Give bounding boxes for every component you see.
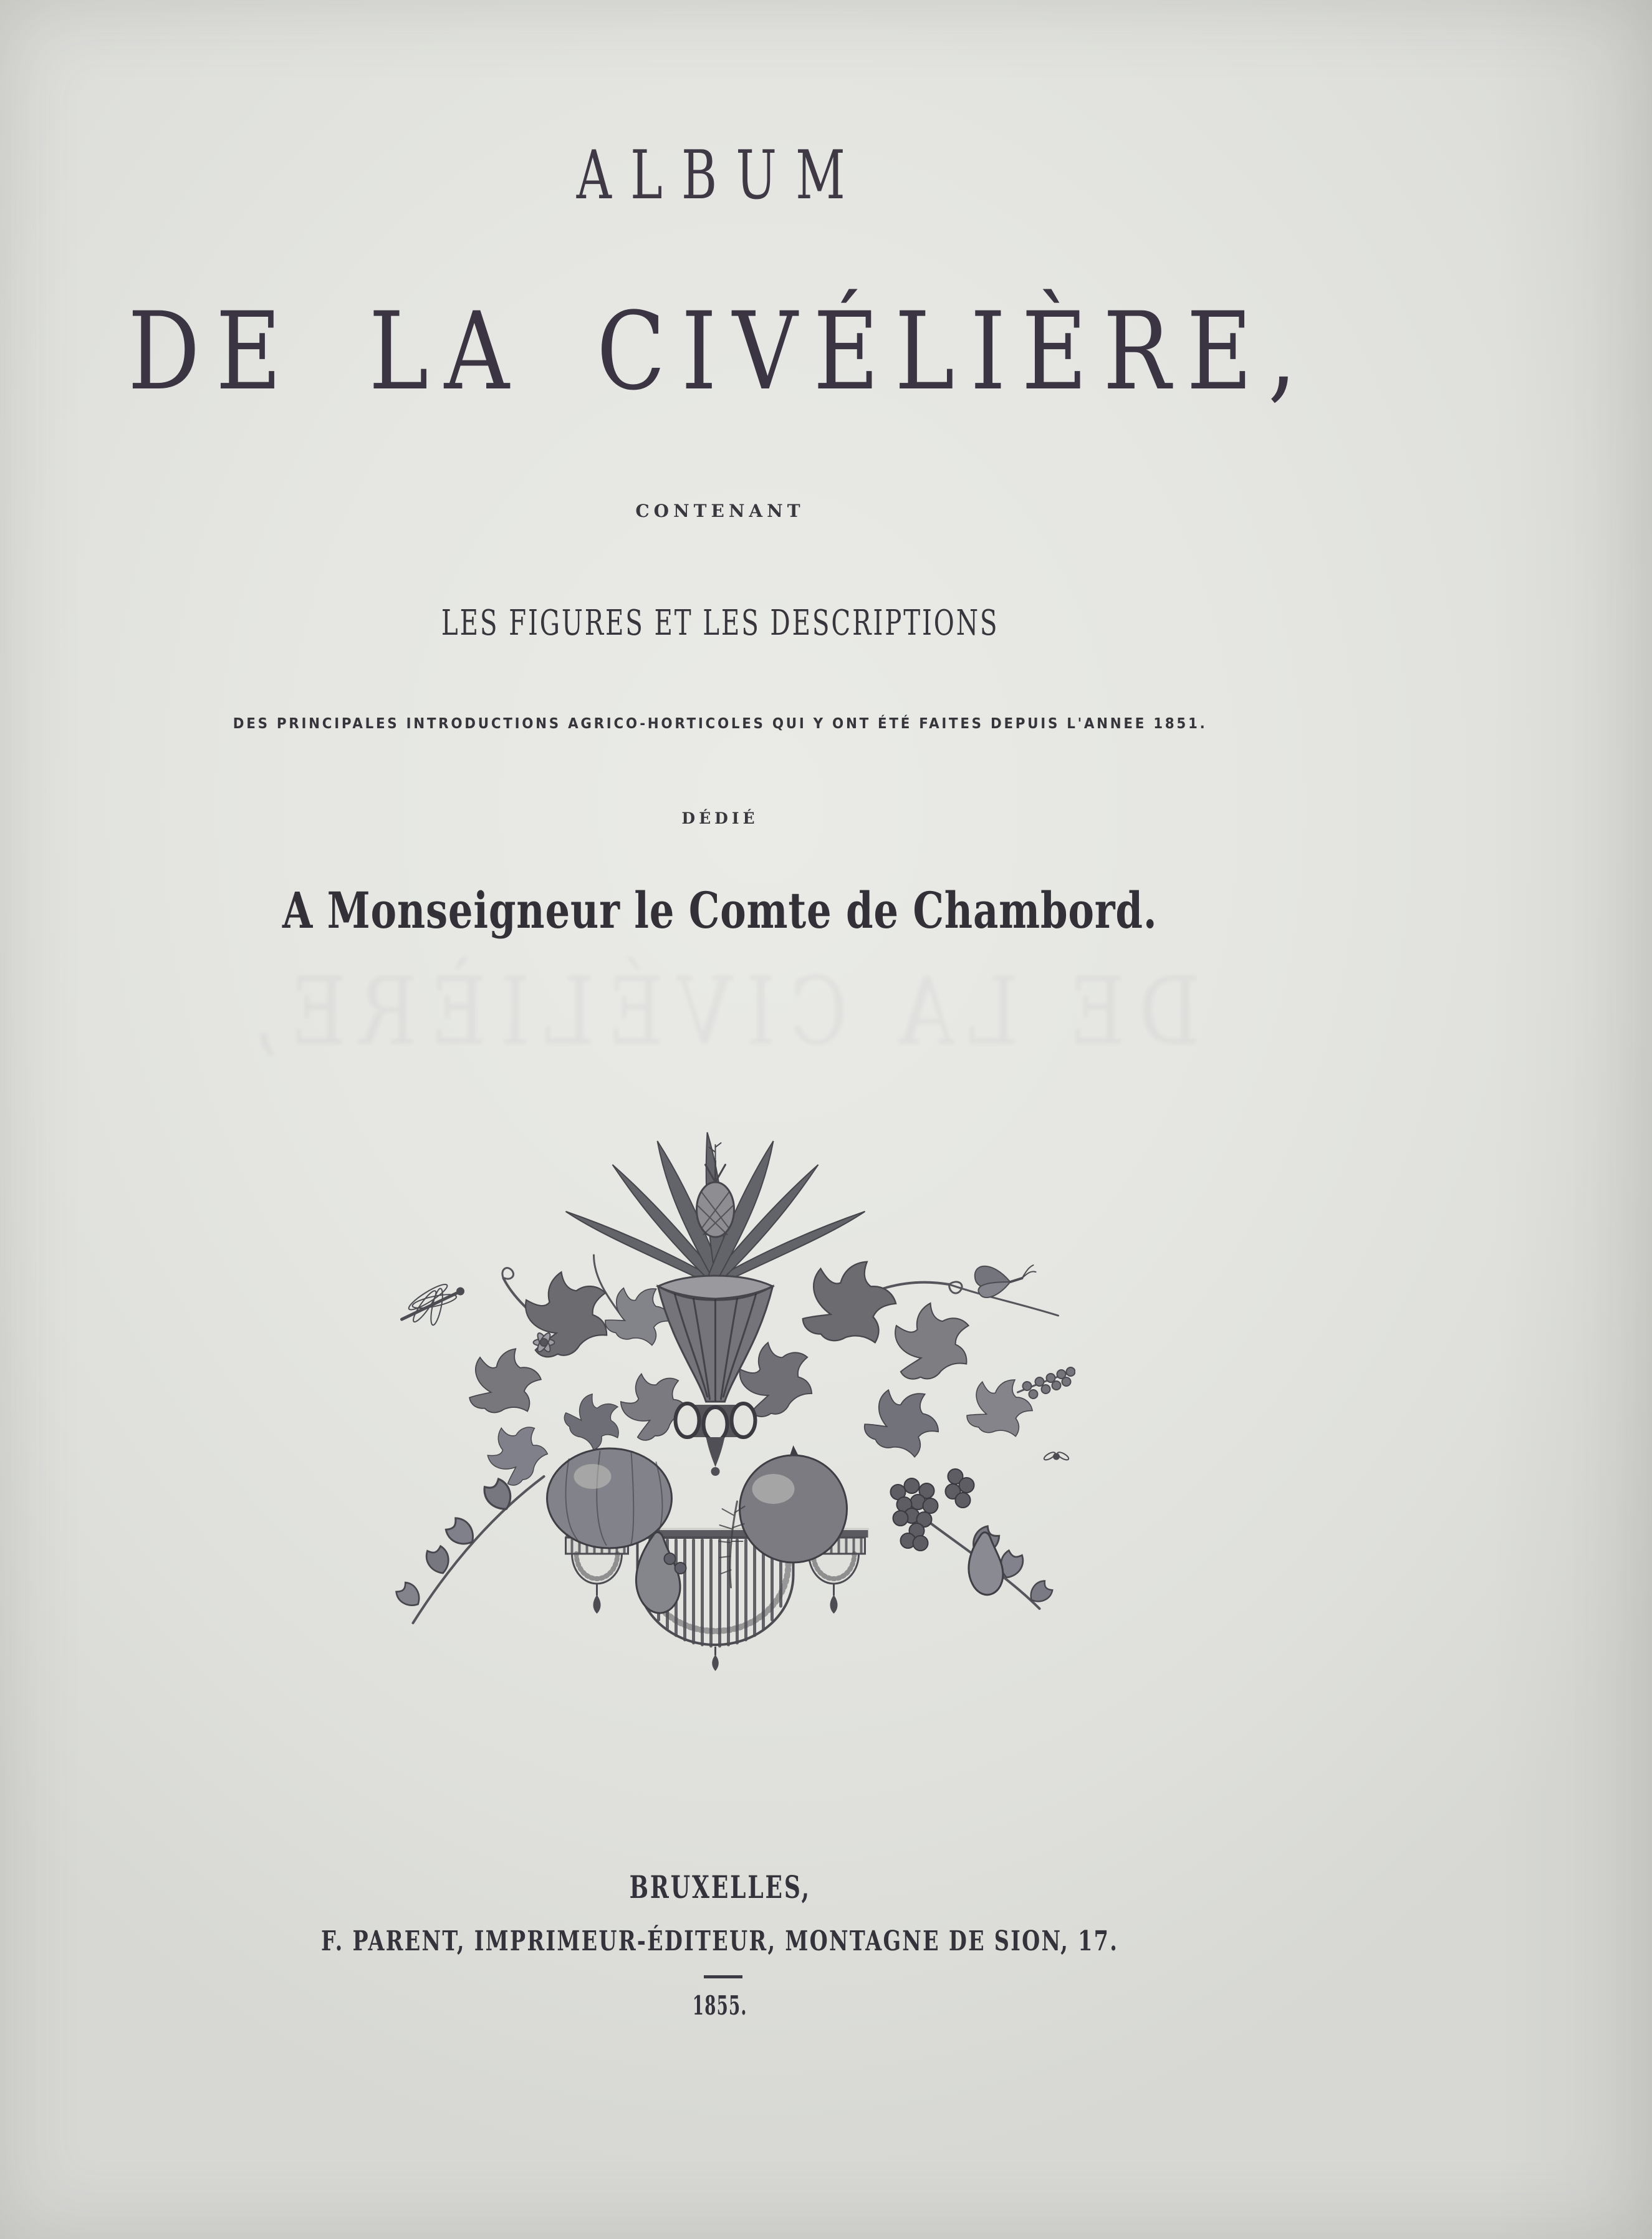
verso-showthrough-text: DE LA CIVÉLIÈRE, xyxy=(239,958,1201,1066)
pineapple xyxy=(697,1143,734,1237)
vase-rings xyxy=(676,1404,756,1441)
fly-icon xyxy=(1043,1451,1070,1461)
book-title-main: DE LA CIVÉLIÈRE, xyxy=(127,289,1313,414)
grape-cluster xyxy=(891,1469,974,1551)
containing-label: CONTENANT xyxy=(635,501,805,521)
dragonfly-icon xyxy=(402,1281,464,1326)
imprint-year: 1855. xyxy=(693,1990,747,2021)
dedication-label: DÉDIÉ xyxy=(681,809,759,827)
imprint-publisher: F. PARENT, IMPRIMEUR-ÉDITEUR, MONTAGNE DE SION, 17. xyxy=(321,1925,1119,1957)
apple xyxy=(740,1455,847,1562)
butterfly-icon xyxy=(975,1265,1036,1298)
fruit-trophy-engraving xyxy=(355,1127,1075,1676)
imprint-city: BRUXELLES, xyxy=(629,1869,811,1905)
subtitle: LES FIGURES ET LES DESCRIPTIONS xyxy=(441,603,999,643)
imprint-rule xyxy=(704,1975,742,1978)
book-title-word: ALBUM xyxy=(576,137,864,214)
currant-spray xyxy=(1023,1367,1075,1399)
page-edge-shadow xyxy=(1490,0,1652,2239)
dedication-line: A Monseigneur le Comte de Chambord. xyxy=(282,881,1158,940)
description-line: DES PRINCIPALES INTRODUCTIONS AGRICO-HORTICOLES QUI Y ONT ÉTÉ FAITES DEPUIS L'ANNEE 1851. xyxy=(233,716,1208,732)
